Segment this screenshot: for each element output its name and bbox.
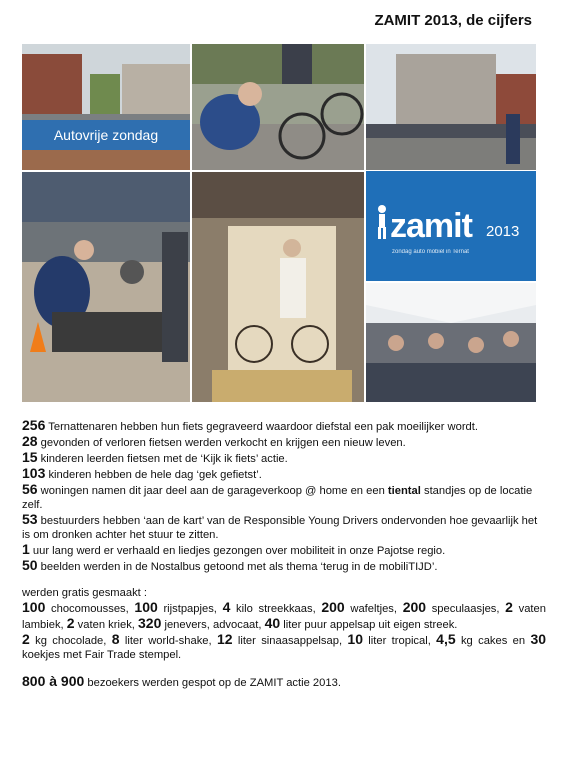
stat-text: liter tropical, (362, 635, 437, 647)
stat-line (22, 482, 546, 512)
stat-number: 100 (134, 599, 158, 615)
stat-text: standjes op de locatie zelf. (22, 485, 533, 511)
stat-number: 2 (505, 599, 513, 615)
stat-number: 2 (66, 615, 75, 631)
stat-text: wafeltjes, (344, 603, 403, 615)
photo-go-kart (22, 172, 190, 402)
stat-text: speculaasjes, (426, 603, 506, 615)
zamit-logo (366, 171, 536, 281)
stat-text: beelden werden in de Nostalbus getoond met als thema ‘terug in de mobiliTIJD’. (37, 561, 438, 573)
treats-intro: werden gratis gesmaakt : (22, 587, 147, 599)
stat-number: 12 (216, 631, 233, 647)
stat-text: Ternattenaren hebben hun fiets gegraveerd waardoor diefstal een pak moeilijker wordt. (45, 421, 478, 433)
photo-bike-engraving (192, 44, 364, 170)
stat-line (22, 418, 546, 434)
stat-number: 56 (22, 481, 38, 497)
photo-tent-crowd (366, 283, 536, 402)
stat-text: liter puur appelsap uit eigen streek. (280, 619, 458, 631)
stat-text: gevonden of verloren fietsen werden verkocht en krijgen een nieuw leven. (37, 437, 406, 449)
stat-number: 30 (530, 631, 547, 647)
stat-text: koekjes met Fair Trade stempel. (22, 649, 182, 661)
stat-number: 256 (22, 417, 46, 433)
photo-street-car-free (22, 44, 190, 170)
stat-text: uur lang werd er verhaald en liedjes gezongen over mobiliteit in onze Pajotse regio. (29, 545, 446, 557)
stat-line (22, 466, 546, 482)
car-free-banner: Autovrije zondag (22, 120, 190, 150)
stat-text: rijstpapjes, (157, 603, 223, 615)
stat-number: 4,5 (436, 631, 456, 647)
treats-line1 (22, 600, 546, 632)
stat-number: 2 (22, 631, 30, 647)
stat-number: 8 (111, 631, 120, 647)
stat-number: 15 (22, 449, 38, 465)
stat-line (22, 450, 546, 466)
stat-line (22, 558, 546, 574)
stat-text: bestuurders hebben ‘aan de kart’ van de Responsible Young Drivers ondervonden hoe gevaarlijk het is om dronken achter het stuur te zitten. (22, 515, 538, 541)
stat-number: 320 (138, 615, 162, 631)
stat-number: 40 (264, 615, 281, 631)
stat-number: 1 (22, 541, 30, 557)
zamit-logo-subtitle: zondag auto mobiel in Ternat (392, 249, 469, 255)
photo-vintage-board (192, 172, 364, 402)
stat-text: jenevers, advocaat, (161, 619, 265, 631)
stat-text: vaten lambiek, (22, 603, 546, 631)
stat-text: liter world-shake, (119, 635, 217, 647)
stats-text (22, 418, 546, 690)
stat-number: 200 (402, 599, 427, 615)
stat-number: 200 (321, 599, 345, 615)
stat-text: kg cakes en (455, 635, 531, 647)
stat-number: 100 (22, 599, 46, 615)
stat-number: 28 (22, 433, 38, 449)
stat-text: bezoekers werden gespot op de ZAMIT actie 2013. (84, 677, 341, 689)
stat-line (22, 542, 546, 558)
treats-line2 (22, 632, 546, 662)
stat-number: 50 (22, 557, 38, 573)
stat-text: liter sinaasappelsap, (232, 635, 348, 647)
stat-text: chocomousses, (45, 603, 135, 615)
closing-line (22, 674, 546, 690)
stat-text: woningen namen dit jaar deel aan de garageverkoop @ home en een (37, 485, 388, 497)
stat-text: kg chocolade, (29, 635, 112, 647)
stat-number: 10 (347, 631, 363, 647)
stat-line (22, 434, 546, 450)
stat-line (22, 512, 546, 542)
zamit-logo-year: 2013 (486, 223, 520, 240)
walking-person-icon (374, 205, 390, 239)
stat-text: kilo streekkaas, (230, 603, 322, 615)
stat-number: 53 (22, 511, 38, 527)
stat-number: 103 (22, 465, 46, 481)
stat-emphasis: tiental (387, 485, 421, 497)
stat-number: 800 à 900 (22, 673, 85, 689)
stat-text: vaten kriek, (74, 619, 138, 631)
stat-text: kinderen leerden fietsen met de ‘Kijk ik fiets’ actie. (37, 453, 288, 465)
stat-number: 4 (222, 599, 231, 615)
page-title: ZAMIT 2013, de cijfers (374, 12, 532, 29)
photo-crowd-square (366, 44, 536, 170)
stat-text: kinderen hebben de hele dag ‘gek gefietst’. (45, 469, 262, 481)
zamit-logo-word: zamit (390, 207, 472, 245)
